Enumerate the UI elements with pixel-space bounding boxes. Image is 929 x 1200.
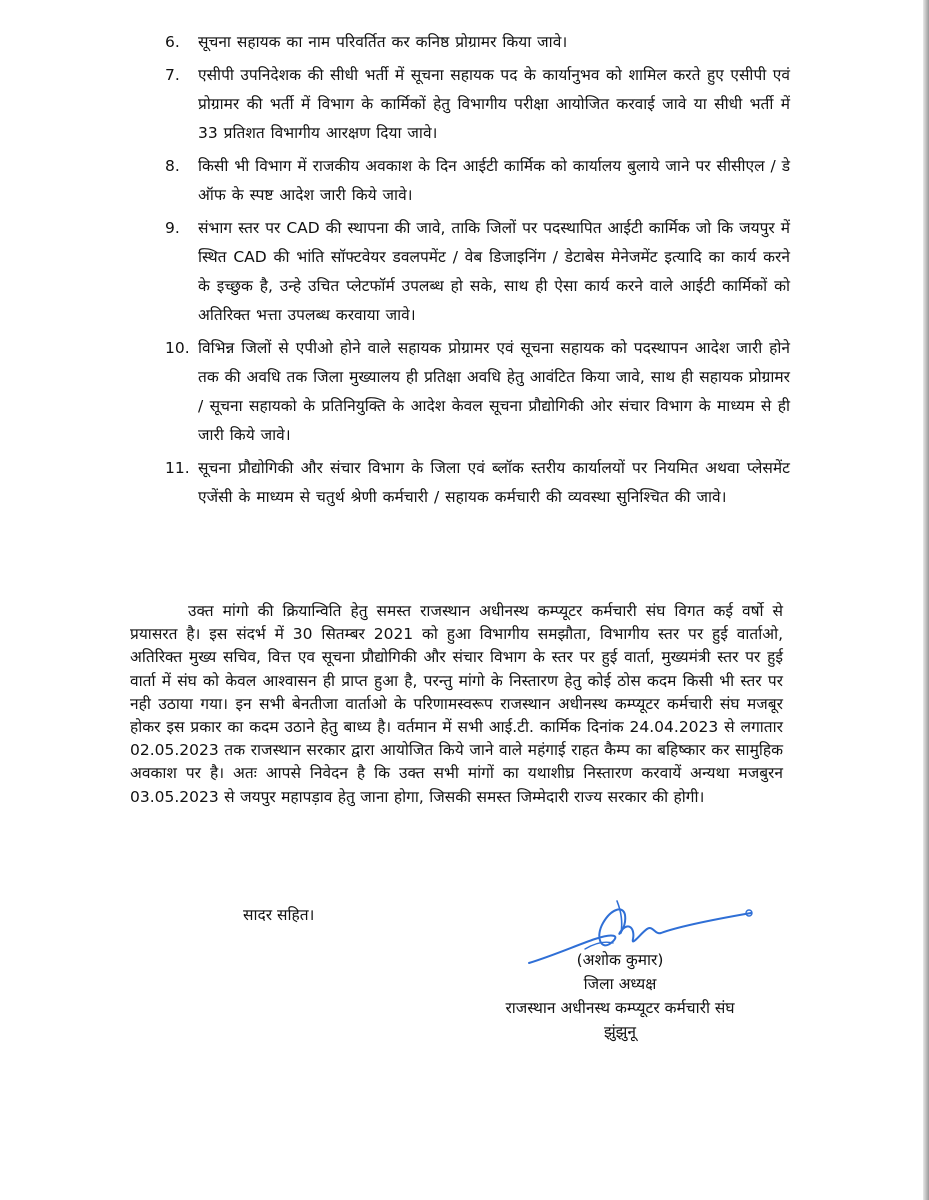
list-item — [165, 334, 790, 450]
item-number: 8. — [165, 157, 180, 175]
item-text: किसी भी विभाग में राजकीय अवकाश के दिन आईटी कार्मिक को कार्यालय बुलाये जाने पर सीसीएल / डे ऑफ के स्पष्ट आदेश जारी किये जावे। — [198, 157, 790, 204]
item-number: 11. — [165, 459, 190, 477]
signature-block — [470, 948, 770, 1044]
closing-salutation: सादर सहित। — [243, 906, 315, 924]
item-text: सूचना प्रौद्योगिकी और संचार विभाग के जिला एवं ब्लॉक स्तरीय कार्यालयों पर नियमित अथवा प्लेसमेंट एजेंसी के माध्यम से चतुर्थ श्रेणी कर्मचारी / सहायक कर्मचारी की व्यवस्था सुनिश्चित की जावे। — [198, 459, 790, 506]
item-number: 10. — [165, 339, 190, 357]
signatory-name: (अशोक कुमार) — [576, 951, 664, 969]
item-text: एसीपी उपनिदेशक की सीधी भर्ती में सूचना सहायक पद के कार्यानुभव को शामिल करते हुए एसीपी एवं प्रोग्रामर की भर्ती में विभाग के कार्मिकों हेतु विभागीय परीक्षा आयोजित करवाई जावे या सीधी भर्ती में 33 प्रतिशत विभागीय आरक्षण दिया जावे। — [198, 66, 790, 142]
item-text: विभिन्न जिलों से एपीओ होने वाले सहायक प्रोग्रामर एवं सूचना सहायक को पदस्थापन आदेश जारी होने तक की अवधि तक जिला मुख्यालय ही प्रतिक्षा अवधि हेतु आवंटित किया जावे, साथ ही सहायक प्रोग्रामर / सूचना सहायको के प्रतिनियुक्ति के आदेश केवल सूचना प्रौद्योगिकी ओर संचार विभाग के माध्यम से ही जारी किये जावे। — [198, 339, 790, 444]
signatory-organization: राजस्थान अधीनस्थ कम्प्यूटर कर्मचारी संघ — [505, 999, 735, 1017]
item-number: 7. — [165, 66, 180, 84]
signatory-place: झुंझुनू — [603, 1023, 637, 1041]
body-paragraph: उक्त मांगो की क्रियान्विति हेतु समस्त राजस्थान अधीनस्थ कम्प्यूटर कर्मचारी संघ विगत कई वर्षो से प्रयासरत है। इस संदर्भ में 30 सितम्बर 2021 को हुआ विभागीय समझौता, विभागीय स्तर पर हुई वार्ताओ, अतिरिक्त मुख्य सचिव, वित्त एव सूचना प्रौद्योगिकी और संचार विभाग के स्तर पर हुई वार्ता, मुख्यमंत्री स्तर पर हुई वार्ता में संघ को केवल आश्वासन ही प्राप्त हुआ है, परन्तु मांगो के निस्तारण हेतु कोई ठोस कदम किसी भी स्तर पर नही उठाया गया। इन सभी बेनतीजा वार्ताओ के परिणामस्वरूप राजस्थान अधीनस्थ कम्प्यूटर कर्मचारी संघ मजबूर होकर इस प्रकार का कदम उठाने हेतु बाध्य है। वर्तमान में सभी आई.टी. कार्मिक दिनांक 24.04.2023 से लगातार 02.05.2023 तक राजस्थान सरकार द्वारा आयोजित किये जाने वाले महंगाई राहत कैम्प का बहिष्कार कर सामुहिक अवकाश पर है। अतः आपसे निवेदन है कि उक्त सभी मांगों का यथाशीघ्र निस्तारण करवायें अन्यथा मजबुरन 03.05.2023 से जयपुर महापड़ाव हेतु जाना होगा, जिसकी समस्त जिम्मेदारी राज्य सरकार की होगी। — [130, 602, 783, 806]
list-item — [165, 28, 790, 57]
list-item — [165, 214, 790, 330]
list-item — [165, 61, 790, 148]
item-text: संभाग स्तर पर CAD की स्थापना की जावे, ताकि जिलों पर पदस्थापित आईटी कार्मिक जो कि जयपुर में स्थित CAD की भांति सॉफ्टवेयर डवलपमेंट / वेब डिजाइनिंग / डेटाबेस मेनेजमेंट इत्यादि का कार्य करने के इच्छुक है, उन्हे उचित प्लेटफॉर्म उपलब्ध हो सके, साथ ही ऐसा कार्य करने वाले आईटी कार्मिकों को अतिरिक्त भत्ता उपलब्ध करवाया जावे। — [198, 219, 790, 324]
item-number: 9. — [165, 219, 180, 237]
signatory-designation: जिला अध्यक्ष — [583, 975, 657, 993]
item-text: सूचना सहायक का नाम परिवर्तित कर कनिष्ठ प्रोग्रामर किया जावे। — [198, 33, 568, 51]
page-edge-shadow — [923, 0, 929, 1200]
item-number: 6. — [165, 33, 180, 51]
list-item — [165, 152, 790, 210]
list-item — [165, 454, 790, 512]
demands-list — [165, 28, 790, 516]
